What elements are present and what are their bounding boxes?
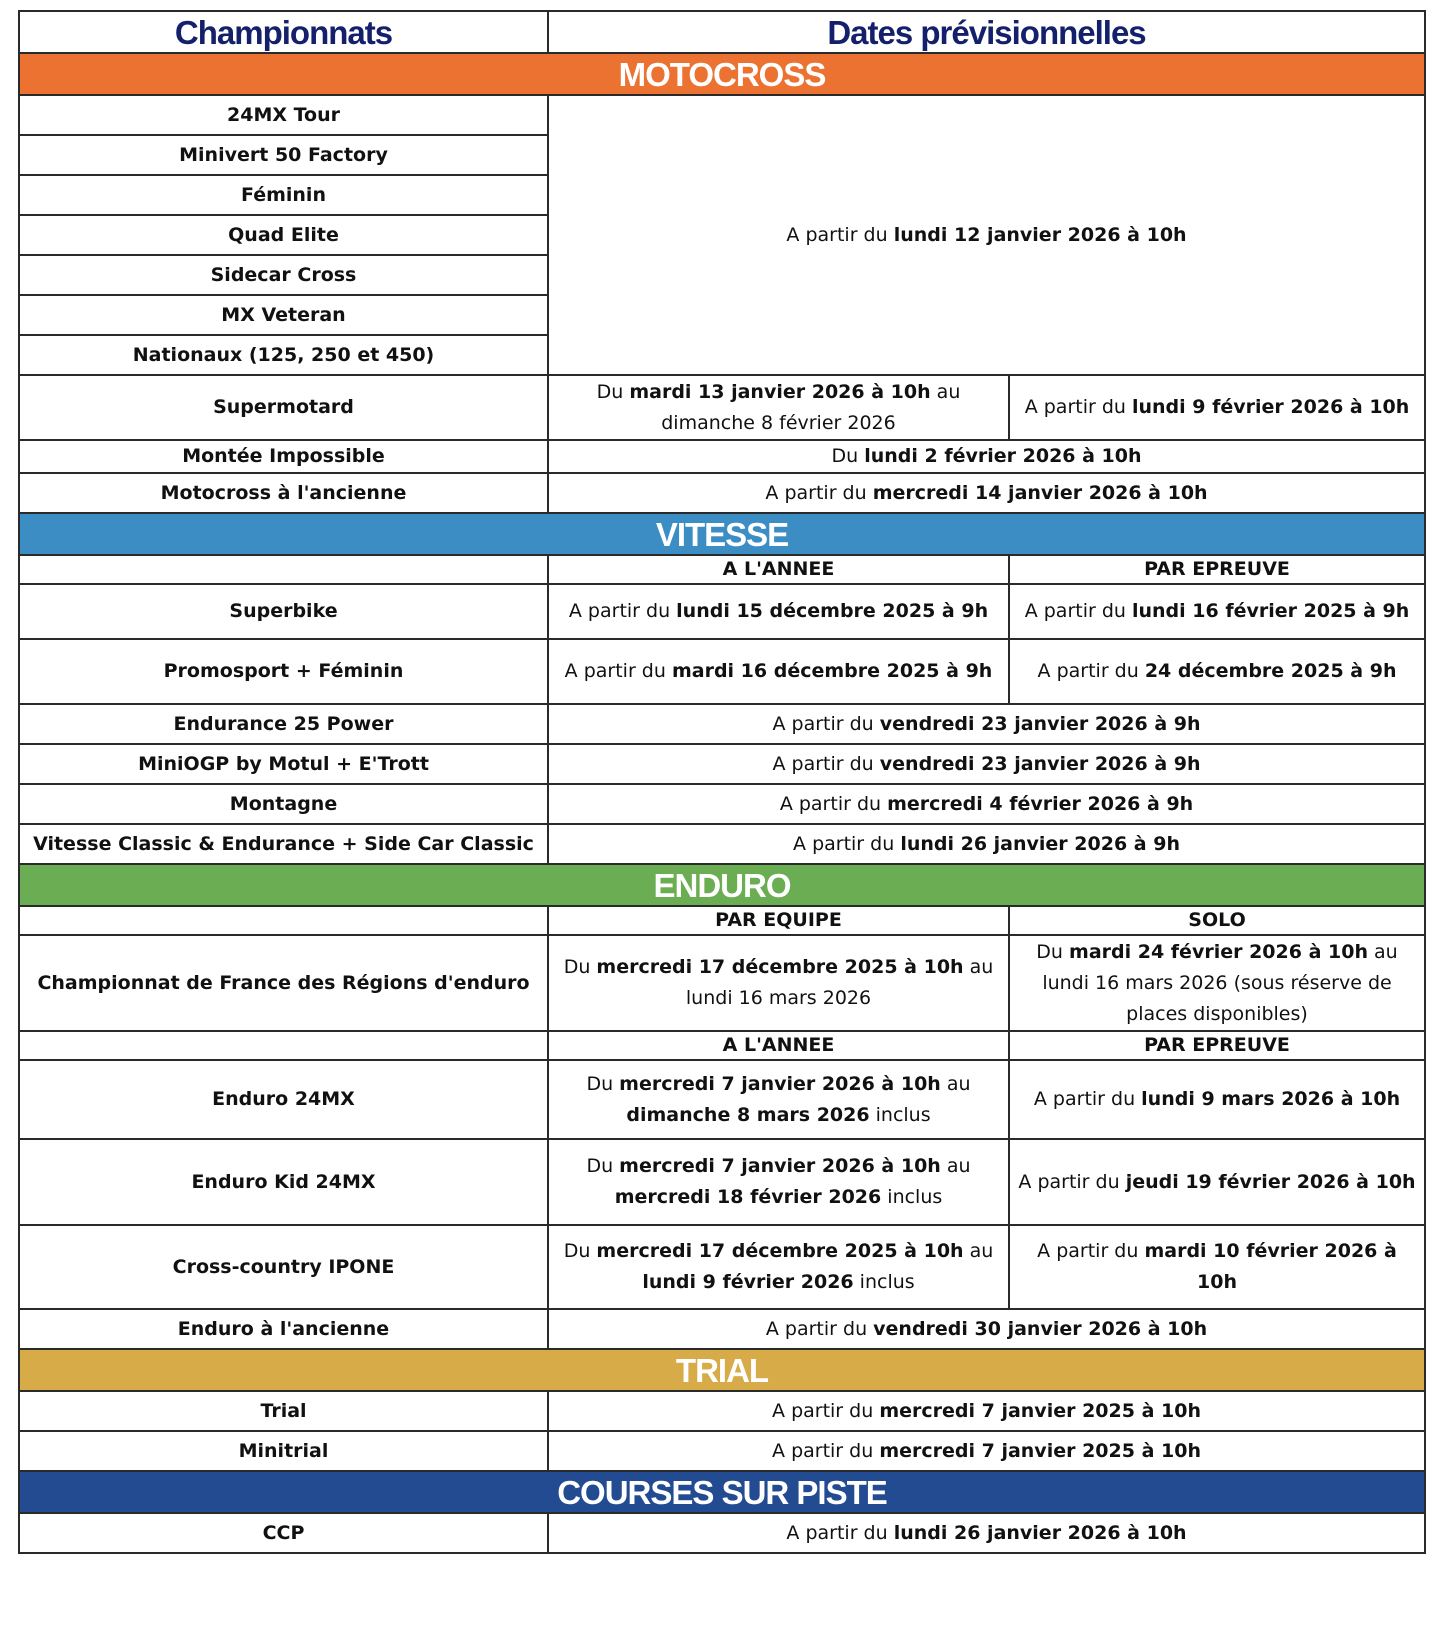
table-row: [19, 935, 1425, 1031]
table-row: [19, 824, 1425, 864]
date-cell: A partir du vendredi 23 janvier 2026 à 9h: [548, 744, 1425, 784]
championship-name: Féminin: [19, 175, 548, 215]
subheader-b: SOLO: [1009, 906, 1425, 935]
date-cell: A partir du lundi 9 février 2026 à 10h: [1009, 375, 1425, 440]
table-row: [19, 1513, 1425, 1553]
date-cell: A partir du mercredi 7 janvier 2025 à 10h: [548, 1391, 1425, 1431]
subheader-b: PAR EPREUVE: [1009, 1031, 1425, 1060]
date-cell: A partir du mercredi 7 janvier 2025 à 10h: [548, 1431, 1425, 1471]
championship-name: Trial: [19, 1391, 548, 1431]
subheader-row: [19, 555, 1425, 584]
championship-name: Supermotard: [19, 375, 548, 440]
championship-name: MX Veteran: [19, 295, 548, 335]
date-cell: Du mardi 24 février 2026 à 10h au lundi 16 mars 2026 (sous réserve de places disponibles): [1009, 935, 1425, 1031]
championship-name: Superbike: [19, 584, 548, 639]
championship-name: Enduro Kid 24MX: [19, 1139, 548, 1225]
championship-name: CCP: [19, 1513, 548, 1553]
date-cell: A partir du lundi 16 février 2025 à 9h: [1009, 584, 1425, 639]
championship-name: MiniOGP by Motul + E'Trott: [19, 744, 548, 784]
championship-name: Cross-country IPONE: [19, 1225, 548, 1309]
table-row: [19, 1391, 1425, 1431]
section-title-motocross: MOTOCROSS: [19, 53, 1425, 95]
section-courses: [19, 1471, 1425, 1513]
date-cell: Du lundi 2 février 2026 à 10h: [548, 440, 1425, 473]
date-cell: Du mardi 13 janvier 2026 à 10h au dimanche 8 février 2026: [548, 375, 1009, 440]
championship-name: Minivert 50 Factory: [19, 135, 548, 175]
date-cell: Du mercredi 17 décembre 2025 à 10h au lundi 16 mars 2026: [548, 935, 1009, 1031]
championship-name: Endurance 25 Power: [19, 704, 548, 744]
date-cell: A partir du mardi 16 décembre 2025 à 9h: [548, 639, 1009, 704]
championship-name: Minitrial: [19, 1431, 548, 1471]
section-title-trial: TRIAL: [19, 1349, 1425, 1391]
date-cell: A partir du lundi 12 janvier 2026 à 10h: [548, 95, 1425, 375]
championship-name: Championnat de France des Régions d'enduro: [19, 935, 548, 1031]
table-row: [19, 95, 1425, 135]
championship-name: Montagne: [19, 784, 548, 824]
date-cell: A partir du lundi 15 décembre 2025 à 9h: [548, 584, 1009, 639]
subheader-a: A L'ANNEE: [548, 555, 1009, 584]
championship-name: Nationaux (125, 250 et 450): [19, 335, 548, 375]
date-cell: Du mercredi 7 janvier 2026 à 10h au dimanche 8 mars 2026 inclus: [548, 1060, 1009, 1139]
header-dates: Dates prévisionnelles: [548, 11, 1425, 53]
section-title-vitesse: VITESSE: [19, 513, 1425, 555]
date-cell: Du mercredi 7 janvier 2026 à 10h au mercredi 18 février 2026 inclus: [548, 1139, 1009, 1225]
date-cell: A partir du mercredi 4 février 2026 à 9h: [548, 784, 1425, 824]
date-cell: A partir du 24 décembre 2025 à 9h: [1009, 639, 1425, 704]
date-cell: A partir du vendredi 30 janvier 2026 à 10h: [548, 1309, 1425, 1349]
date-cell: A partir du lundi 9 mars 2026 à 10h: [1009, 1060, 1425, 1139]
date-cell: A partir du vendredi 23 janvier 2026 à 9h: [548, 704, 1425, 744]
date-cell: A partir du lundi 26 janvier 2026 à 10h: [548, 1513, 1425, 1553]
table-row: [19, 1060, 1425, 1139]
table-row: [19, 473, 1425, 513]
section-title-courses: COURSES SUR PISTE: [19, 1471, 1425, 1513]
section-enduro: [19, 864, 1425, 906]
table-row: [19, 440, 1425, 473]
table-row: [19, 1225, 1425, 1309]
date-cell: A partir du mardi 10 février 2026 à 10h: [1009, 1225, 1425, 1309]
championship-name: Promosport + Féminin: [19, 639, 548, 704]
subheader-row: [19, 906, 1425, 935]
subheader-b: PAR EPREUVE: [1009, 555, 1425, 584]
subheader-a: PAR EQUIPE: [548, 906, 1009, 935]
table-row: [19, 584, 1425, 639]
championship-name: Enduro à l'ancienne: [19, 1309, 548, 1349]
championship-name: Motocross à l'ancienne: [19, 473, 548, 513]
section-motocross: [19, 53, 1425, 95]
table-row: [19, 744, 1425, 784]
table-row: [19, 704, 1425, 744]
table-row: [19, 1309, 1425, 1349]
date-cell: Du mercredi 17 décembre 2025 à 10h au lundi 9 février 2026 inclus: [548, 1225, 1009, 1309]
empty-cell: [19, 555, 548, 584]
championship-name: Quad Elite: [19, 215, 548, 255]
header-row: [19, 11, 1425, 53]
section-title-enduro: ENDURO: [19, 864, 1425, 906]
subheader-a: A L'ANNEE: [548, 1031, 1009, 1060]
championship-name: 24MX Tour: [19, 95, 548, 135]
date-cell: A partir du mercredi 14 janvier 2026 à 10h: [548, 473, 1425, 513]
section-trial: [19, 1349, 1425, 1391]
date-cell: A partir du jeudi 19 février 2026 à 10h: [1009, 1139, 1425, 1225]
table-row: [19, 784, 1425, 824]
table-row: [19, 639, 1425, 704]
championship-name: Montée Impossible: [19, 440, 548, 473]
table-row: [19, 1139, 1425, 1225]
table-row: [19, 375, 1425, 440]
header-championnats: Championnats: [19, 11, 548, 53]
championships-table: [18, 10, 1426, 1554]
championship-name: Vitesse Classic & Endurance + Side Car Classic: [19, 824, 548, 864]
championship-name: Sidecar Cross: [19, 255, 548, 295]
subheader-row: [19, 1031, 1425, 1060]
date-cell: A partir du lundi 26 janvier 2026 à 9h: [548, 824, 1425, 864]
section-vitesse: [19, 513, 1425, 555]
empty-cell: [19, 1031, 548, 1060]
championship-name: Enduro 24MX: [19, 1060, 548, 1139]
table-row: [19, 1431, 1425, 1471]
empty-cell: [19, 906, 548, 935]
